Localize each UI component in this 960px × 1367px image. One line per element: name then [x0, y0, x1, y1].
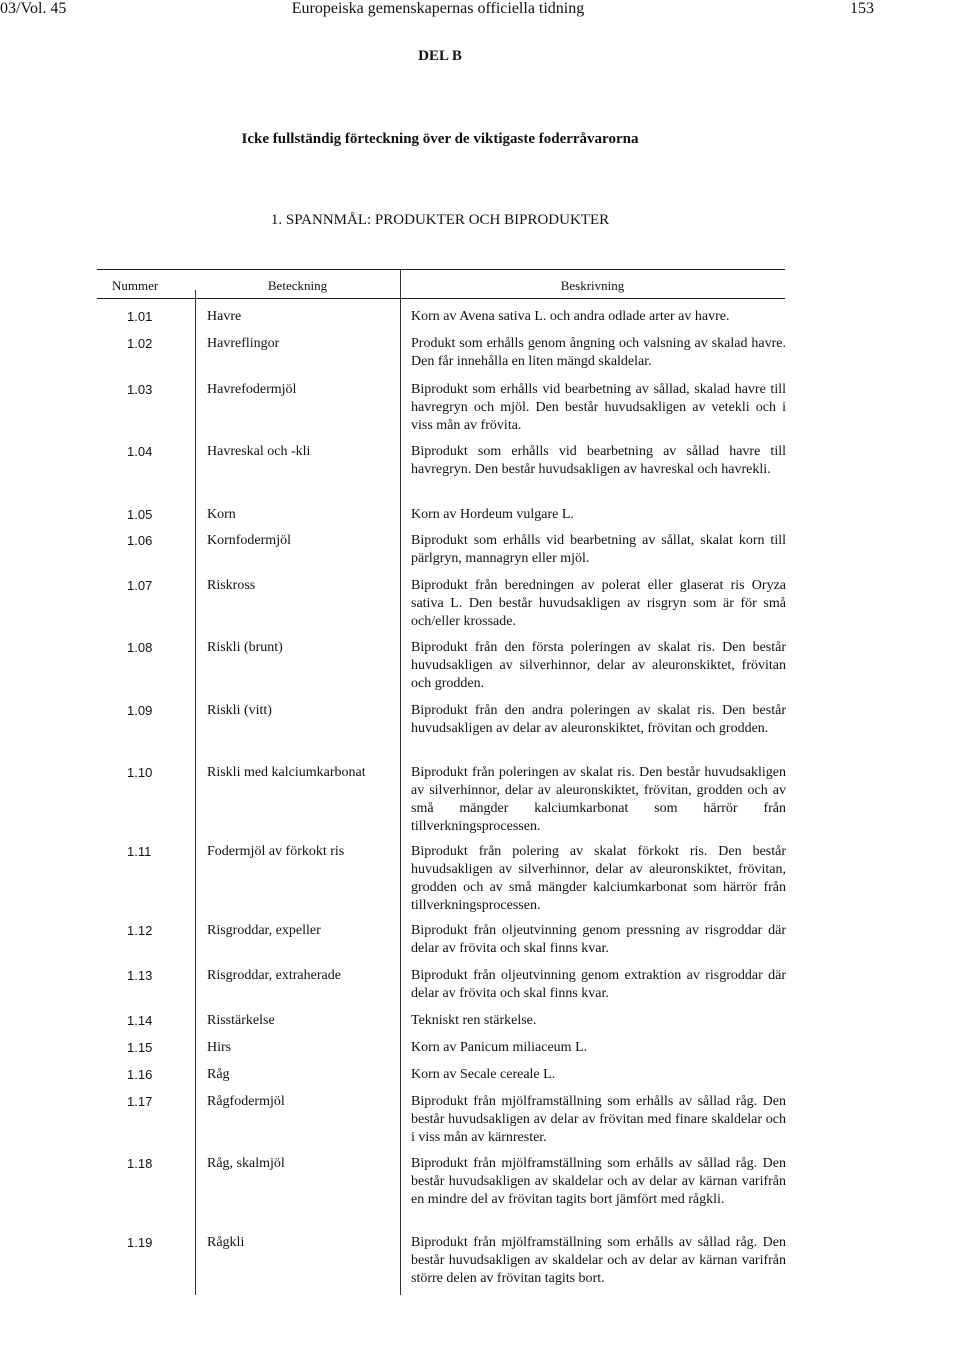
row-name: Havreflingor — [207, 336, 280, 351]
row-number: 1.16 — [127, 1067, 153, 1082]
row-name: Rågfodermjöl — [207, 1094, 285, 1109]
row-number: 1.10 — [127, 765, 153, 780]
row-description: Biprodukt från polering av skalat förkokt ris. Den består huvudsakligen av silverhinnor, delar av aleuronskiktet, frövitan, grodden och av små mängder kalciumkarbonat som härrör från tillverkningsprocessen. — [411, 844, 786, 913]
row-number: 1.08 — [127, 640, 153, 655]
row-number: 1.07 — [127, 578, 153, 593]
row-number: 1.14 — [127, 1013, 153, 1028]
row-number: 1.02 — [127, 336, 153, 351]
row-name: Råg — [207, 1067, 230, 1082]
row-description: Korn av Hordeum vulgare L. — [411, 507, 574, 522]
row-description: Biprodukt från mjölframställning som erhålls av sållad råg. Den består huvudsakligen av delar av frövitan med finare skaldelar och i viss mån av kärnrester. — [411, 1094, 786, 1145]
row-name: Risgroddar, extraherade — [207, 968, 341, 983]
row-name: Havreskal och -kli — [207, 444, 311, 459]
row-name: Rågkli — [207, 1235, 245, 1250]
row-number: 1.01 — [127, 309, 153, 324]
row-number: 1.17 — [127, 1094, 153, 1109]
row-number: 1.19 — [127, 1235, 153, 1250]
row-description: Tekniskt ren stärkelse. — [411, 1013, 537, 1028]
row-description: Biprodukt från poleringen av skalat ris. Den består huvudsakligen av silverhinnor, delar av aleuronskiktet, frövitan, grodden och av små mängder kalciumkarbonat som härrör från tillverkningsprocessen. — [411, 765, 786, 834]
row-name: Riskli (vitt) — [207, 703, 272, 718]
row-name: Riskross — [207, 578, 256, 593]
row-number: 1.13 — [127, 968, 153, 983]
row-name: Risgroddar, expeller — [207, 923, 321, 938]
row-name: Riskli med kalciumkarbonat — [207, 765, 366, 780]
row-description: Biprodukt från mjölframställning som erhålls av sållad råg. Den består huvudsakligen av skaldelar och av delar av kärnan varifrån en mindre del av frövitan tagits bort jämfört med rågkli. — [411, 1156, 786, 1207]
page-number: 153 — [850, 0, 874, 17]
row-name: Kornfodermjöl — [207, 533, 291, 548]
row-name: Havre — [207, 309, 242, 324]
row-description: Produkt som erhålls genom ångning och valsning av skalad havre. Den får innehålla en liten mängd skaldelar. — [411, 336, 786, 369]
section-heading: 1. SPANNMÅL: PRODUKTER OCH BIPRODUKTER — [270, 212, 610, 228]
row-number: 1.06 — [127, 533, 153, 548]
row-description: Biprodukt som erhålls vid bearbetning av sållad havre till havregryn. Den består huvudsakligen av havreskal och havrekli. — [411, 444, 786, 477]
row-number: 1.04 — [127, 444, 153, 459]
row-description: Korn av Avena sativa L. och andra odlade arter av havre. — [411, 309, 730, 324]
row-number: 1.12 — [127, 923, 153, 938]
volume-label: 03/Vol. 45 — [0, 0, 67, 17]
row-description: Biprodukt från den första poleringen av skalat ris. Den består huvudsakligen av silverhinnor, delar av aleuronskiktet, frövitan och grodden. — [411, 640, 786, 691]
row-number: 1.03 — [127, 382, 153, 397]
row-description: Biprodukt från beredningen av polerat eller glaserat ris Oryza sativa L. Den består huvudsakligen av risgryn som är för små och/eller krossade. — [411, 578, 786, 629]
row-name: Risstärkelse — [207, 1013, 275, 1028]
document-subtitle: Icke fullständig förteckning över de viktigaste foderråvarorna — [241, 131, 639, 147]
row-number: 1.09 — [127, 703, 153, 718]
row-description: Korn av Panicum miliaceum L. — [411, 1040, 588, 1055]
column-header-name: Beteckning — [267, 278, 328, 293]
row-description: Biprodukt från oljeutvinning genom extraktion av risgroddar där delar av frövita och skal finns kvar. — [411, 968, 786, 1001]
column-divider-1 — [195, 290, 196, 1295]
table-top-rule — [97, 269, 785, 270]
row-name: Korn — [207, 507, 236, 522]
column-header-number: Nummer — [112, 278, 159, 293]
row-name: Riskli (brunt) — [207, 640, 283, 655]
column-divider-2 — [400, 270, 401, 1295]
row-number: 1.05 — [127, 507, 153, 522]
column-header-description: Beskrivning — [560, 278, 625, 293]
row-description: Biprodukt från mjölframställning som erhålls av sållad råg. Den består huvudsakligen av skaldelar och av delar av kärnan varifrån större delen av frövitan tagits bort. — [411, 1235, 786, 1286]
row-number: 1.11 — [127, 844, 152, 859]
row-description: Korn av Secale cereale L. — [411, 1067, 556, 1082]
row-name: Råg, skalmjöl — [207, 1156, 285, 1171]
page-header — [0, 0, 960, 20]
row-number: 1.18 — [127, 1156, 153, 1171]
row-description: Biprodukt från den andra poleringen av skalat ris. Den består huvudsakligen av delar av aleuronskiktet, frövitan och grodden. — [411, 703, 786, 736]
table-header-rule — [97, 298, 785, 299]
row-description: Biprodukt från oljeutvinning genom pressning av risgroddar där delar av frövita och skal finns kvar. — [411, 923, 786, 956]
row-name: Hirs — [207, 1040, 232, 1055]
journal-title: Europeiska gemenskapernas officiella tidning — [291, 0, 585, 17]
part-heading: DEL B — [418, 48, 462, 64]
row-description: Biprodukt som erhålls vid bearbetning av sållad, skalad havre till havregryn och mjöl. Den består huvudsakligen av vetekli och i viss mån av frövita. — [411, 382, 786, 433]
row-description: Biprodukt som erhålls vid bearbetning av sållat, skalat korn till pärlgryn, mannagryn eller mjöl. — [411, 533, 786, 566]
row-name: Fodermjöl av förkokt ris — [207, 844, 345, 859]
row-number: 1.15 — [127, 1040, 153, 1055]
row-name: Havrefodermjöl — [207, 382, 297, 397]
